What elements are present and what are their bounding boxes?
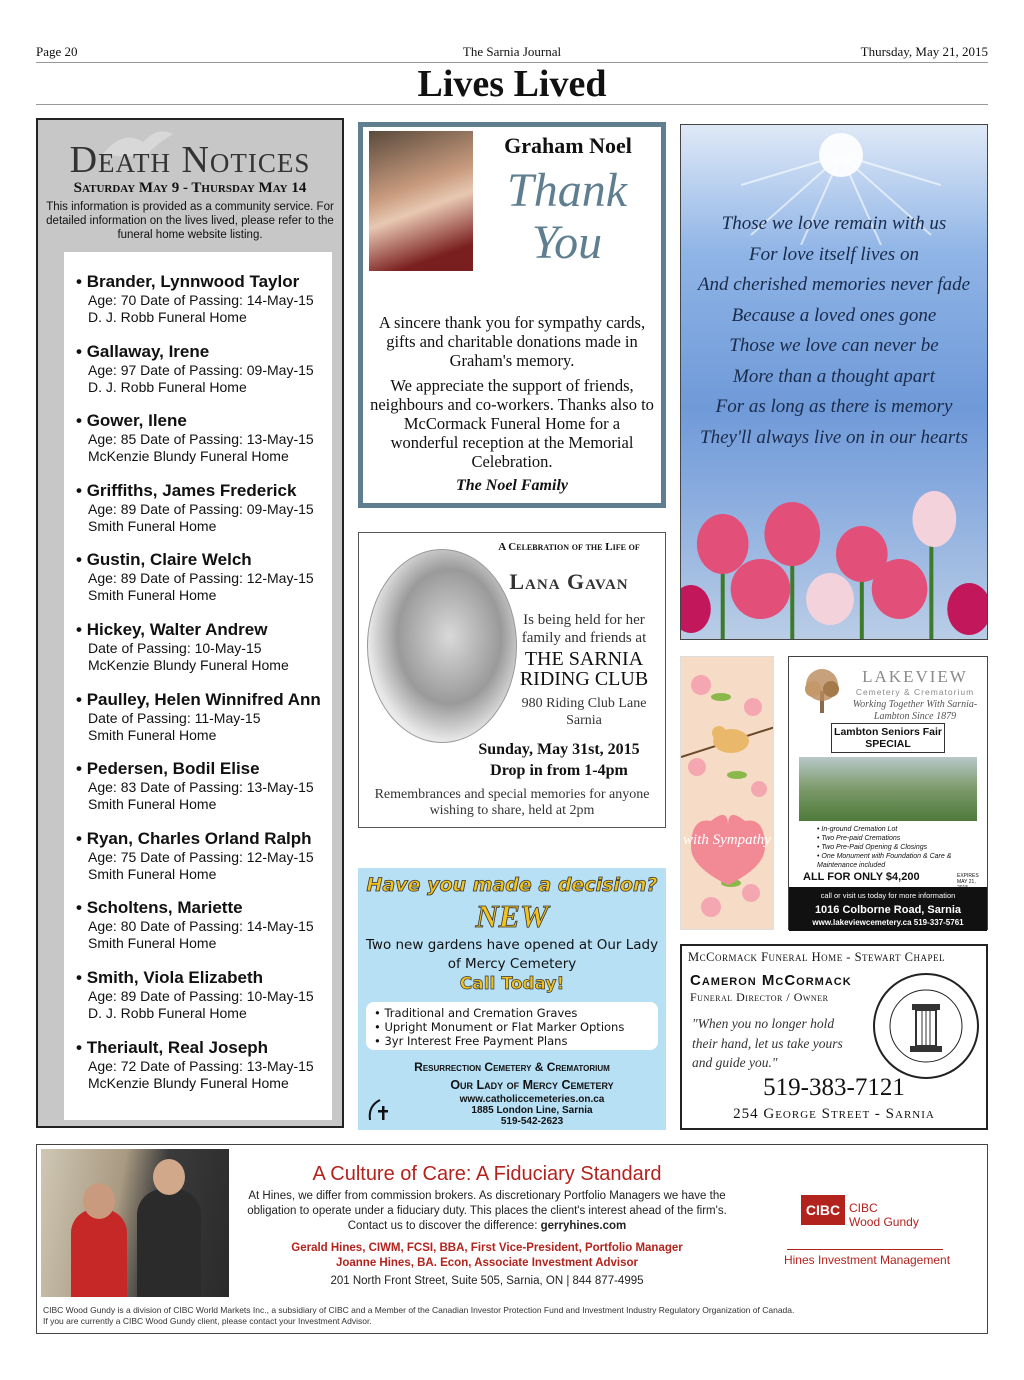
lakeview-address: 1016 Colborne Road, Sarnia (814, 904, 962, 916)
poem-line: Those we love remain with us (721, 213, 947, 234)
hines-investment-management: Hines Investment Management (783, 1253, 951, 1267)
notice-details: Age: 85 Date of Passing: 13-May-15 (88, 431, 314, 448)
section-title: Lives Lived (417, 63, 607, 105)
cibc-advisors (227, 1241, 747, 1271)
venue-city: Sarnia (566, 713, 602, 728)
cibc-disclaimer (43, 1305, 981, 1327)
notice-name: • Gallaway, Irene (76, 342, 332, 362)
lakeview-tagline: Working Together With Sarnia-Lambton Since 1879 (852, 699, 978, 722)
lana-gavan-name: Lana Gavan (509, 569, 629, 594)
cemetery-options (366, 1002, 658, 1050)
poem-line: For as long as there is memory (715, 396, 953, 417)
death-notices-list (64, 252, 332, 1120)
poem-line: More than a thought apart (733, 365, 935, 387)
venue-street: 980 Riding Club Lane (521, 696, 647, 711)
package-item: • Two Pre-Paid Opening & Closings (817, 843, 981, 852)
notice-entry (76, 898, 332, 968)
celebration-date (459, 739, 659, 781)
sympathy-text: with Sympathy (683, 832, 771, 848)
notice-details: Age: 75 Date of Passing: 12-May-15 (88, 848, 314, 865)
notice-entry (76, 272, 332, 342)
lakeview-subtitle: Cemetery & Crematorium (855, 687, 975, 697)
notice-name: • Griffiths, James Frederick (76, 481, 332, 501)
issue-date: Thursday, May 21, 2015 (860, 44, 988, 59)
disclaimer-line-1: CIBC Wood Gundy is a division of CIBC World Markets Inc., a subsidiary of CIBC and a Member of the Canadian Investor Protection Fund and Investment Industry Regulatory Organization of Canada. (43, 1305, 795, 1315)
cemetery-website: www.catholiccemeteries.on.ca (459, 1094, 605, 1105)
graham-noel-paragraph-1: A sincere thank you for sympathy cards, gifts and charitable donations made in Graham's memory. (378, 313, 646, 370)
lana-gavan-celebration (358, 532, 666, 828)
notice-details: Age: 70 Date of Passing: 14-May-15 (88, 292, 314, 308)
tulips-image (681, 489, 987, 639)
cibc-website: gerryhines.com (540, 1220, 627, 1232)
bird-flowers-image (681, 657, 774, 930)
celebration-day: Sunday, May 31st, 2015 (478, 741, 640, 758)
thank-you-script: Thank You (507, 164, 627, 269)
poem-line: Those we love can never be (729, 335, 939, 356)
notice-details: Date of Passing: 10-May-15 (88, 639, 262, 656)
cibc-wood-gundy-ad (36, 1144, 988, 1334)
celebration-heading: A Celebration of the Life of (498, 541, 640, 553)
poem-line: They'll always live on in our hearts (700, 426, 968, 448)
notice-funeral-home: Smith Funeral Home (88, 865, 217, 882)
notice-name: • Scholtens, Mariette (76, 898, 332, 918)
graham-noel-signature: The Noel Family (456, 477, 568, 494)
notice-funeral-home: D. J. Robb Funeral Home (88, 1004, 247, 1021)
package-item: • Two Pre-paid Cremations (817, 834, 981, 843)
notice-name: • Theriault, Real Joseph (76, 1038, 332, 1058)
graham-noel-photo (369, 131, 473, 271)
notice-funeral-home: McKenzie Blundy Funeral Home (88, 656, 289, 673)
cemetery-call-today: Call Today! (459, 974, 565, 994)
tree-icon (799, 665, 845, 715)
cemetery-option: • 3yr Interest Free Payment Plans (374, 1034, 650, 1048)
celebration-venue: THE SARNIA RIDING CLUB (519, 648, 649, 690)
section-rule (36, 104, 988, 105)
notice-funeral-home: Smith Funeral Home (88, 796, 217, 813)
notice-details: Age: 97 Date of Passing: 09-May-15 (88, 361, 314, 378)
notice-name: • Ryan, Charles Orland Ralph (76, 829, 332, 849)
lakeview-web: www.lakeviewcemetery.ca 519-337-5761 (812, 918, 964, 927)
notice-name: • Pedersen, Bodil Elise (76, 759, 332, 779)
notice-entry (76, 550, 332, 620)
celebration-held: Is being held for her family and friends at (521, 612, 647, 646)
mccormack-address: 254 George Street - Sarnia (733, 1106, 935, 1122)
package-item: • One Monument with Foundation & Care & Maintenance included (817, 852, 981, 870)
page-header (36, 44, 988, 62)
advisor-2: Joanne Hines, BA. Econ, Associate Investment Advisor (335, 1257, 639, 1269)
resurrection-cemetery: Resurrection Cemetery & Crematorium (414, 1060, 610, 1074)
mccormack-quote: "When you no longer hold their hand, let us take yours and guide you." (692, 1016, 843, 1070)
offer-expiry: EXPIRES MAY 21, (957, 873, 979, 885)
notice-details: Age: 89 Date of Passing: 12-May-15 (88, 570, 314, 587)
celebration-time: Drop in from 1-4pm (490, 762, 628, 779)
our-lady-of-mercy: Our Lady of Mercy Cemetery (450, 1078, 614, 1092)
page-number: Page 20 (36, 44, 78, 59)
cemetery-address: 1885 London Line, Sarnia (471, 1105, 593, 1116)
seniors-fair-label: Lambton Seniors Fair (834, 726, 942, 738)
lakeview-package (817, 825, 981, 870)
advisor-1: Gerald Hines, CIWM, FCSI, BBA, First Vice-President, Portfolio Manager (291, 1242, 683, 1254)
notice-name: • Paulley, Helen Winnifred Ann (76, 690, 332, 710)
director-role: Funeral Director / Owner (690, 990, 829, 1004)
notice-entry (76, 620, 332, 690)
notice-entry (76, 690, 332, 760)
notice-entry (76, 759, 332, 829)
cemetery-photo (799, 757, 977, 821)
graham-noel-paragraph-2: We appreciate the support of friends, neighbours and co-workers. Thanks also to McCormack Funeral Home for a wonderful reception at the Memorial Celebration. (370, 376, 654, 471)
cibc-headline: A Culture of Care: A Fiduciary Standard (312, 1163, 662, 1185)
graham-noel-message (369, 313, 655, 477)
notice-funeral-home: D. J. Robb Funeral Home (88, 309, 247, 325)
lakeview-call: call or visit us today for more information (820, 891, 956, 900)
notice-name: • Gower, Ilene (76, 411, 332, 431)
notice-funeral-home: McKenzie Blundy Funeral Home (88, 448, 289, 465)
cemetery-contact (398, 1094, 666, 1127)
celebration-remembrances: Remembrances and special memories for anyone wishing to share, held at 2pm (374, 787, 650, 818)
graham-noel-name: Graham Noel (504, 133, 632, 158)
cibc-contact-text: Contact us to discover the difference: (347, 1220, 541, 1232)
cemetery-new: NEW (475, 898, 549, 934)
poem-text (681, 209, 987, 453)
notice-name: • Hickey, Walter Andrew (76, 620, 332, 640)
notice-entry (76, 342, 332, 412)
sympathy-card (680, 656, 774, 930)
notice-funeral-home: Smith Funeral Home (88, 587, 217, 604)
notice-funeral-home: McKenzie Blundy Funeral Home (88, 1074, 289, 1091)
mccormack-heading: McCormack Funeral Home - Stewart Chapel (688, 950, 945, 964)
death-notices-title: Death Notices (69, 139, 311, 181)
lakeview-name: LAKEVIEW (862, 667, 968, 686)
cemetery-option: • Upright Monument or Flat Marker Options (374, 1020, 650, 1034)
director-name: Cameron McCormack (690, 972, 852, 989)
cibc-divider (787, 1249, 943, 1250)
notice-name: • Brander, Lynnwood Taylor (76, 272, 332, 292)
cibc-logo-icon: CIBC (801, 1195, 845, 1225)
notice-details: Age: 83 Date of Passing: 13-May-15 (88, 779, 314, 796)
cibc-body-text: At Hines, we differ from commission brokers. As discretionary Portfolio Managers we have the obligation to operate under a fiduciary duty. This places the client's interest ahead of the firm's. (247, 1190, 727, 1217)
notice-details: Age: 89 Date of Passing: 10-May-15 (88, 987, 314, 1004)
notice-funeral-home: Smith Funeral Home (88, 935, 217, 952)
cibc-address: 201 North Front Street, Suite 505, Sarnia, ON | 844 877-4995 (330, 1275, 644, 1287)
cemetery-phone: 519-542-2623 (500, 1116, 564, 1127)
seniors-fair-special (831, 723, 945, 753)
advisors-photo (41, 1149, 229, 1297)
column-seal-icon (870, 970, 982, 1082)
notice-entry (76, 829, 332, 899)
cibc-wordmark-2: Wood Gundy (849, 1215, 919, 1229)
cibc-wordmark-1: CIBC (849, 1201, 878, 1215)
memorial-poem (680, 124, 988, 640)
notice-details: Age: 89 Date of Passing: 09-May-15 (88, 500, 314, 517)
poem-line: And cherished memories never fade (697, 274, 971, 295)
notice-funeral-home: Smith Funeral Home (88, 517, 217, 534)
notice-entry (76, 481, 332, 551)
special-label: SPECIAL (865, 738, 911, 750)
notice-funeral-home: D. J. Robb Funeral Home (88, 378, 247, 395)
notice-name: • Smith, Viola Elizabeth (76, 968, 332, 988)
notice-details: Age: 80 Date of Passing: 14-May-15 (88, 918, 314, 935)
death-notices-info: This information is provided as a community service. For detailed information on the lives lived, please refer to the funeral home website listing. (46, 201, 334, 241)
celebration-address (509, 695, 659, 729)
mccormack-phone: 519-383-7121 (763, 1074, 905, 1101)
death-notices-range: Saturday May 9 - Thursday May 14 (73, 180, 307, 196)
cibc-body (227, 1189, 747, 1234)
newspaper-name: The Sarnia Journal (462, 44, 562, 59)
cemetery-gardens: Two new gardens have opened at Our Lady of Mercy Cemetery (365, 937, 659, 972)
notice-funeral-home: Smith Funeral Home (88, 726, 217, 743)
cibc-wood-gundy-wordmark (849, 1201, 919, 1229)
notice-name: • Gustin, Claire Welch (76, 550, 332, 570)
poem-line: Because a loved ones gone (731, 304, 937, 326)
notice-entry (76, 968, 332, 1038)
notice-entry (76, 411, 332, 481)
notice-details: Age: 72 Date of Passing: 13-May-15 (88, 1057, 314, 1074)
death-notices-panel (36, 118, 344, 1128)
mccormack-funeral-home-ad (680, 944, 988, 1130)
cemetery-option: • Traditional and Cremation Graves (374, 1006, 650, 1020)
poem-line: For love itself lives on (749, 243, 919, 265)
lakeview-contact-bar (789, 887, 987, 931)
notice-entry (76, 1038, 332, 1108)
package-item: • In-ground Cremation Lot (817, 825, 981, 834)
notice-details: Date of Passing: 11-May-15 (88, 709, 261, 726)
lakeview-price: ALL FOR ONLY $4,200 (803, 871, 920, 883)
lakeview-cemetery-ad (788, 656, 988, 930)
graham-noel-thank-you (358, 122, 666, 508)
dove-cross-icon (366, 1094, 396, 1124)
disclaimer-line-2: If you are currently a CIBC Wood Gundy client, please contact your Investment Advisor. (43, 1316, 372, 1326)
cemetery-question: Have you made a decision? (366, 874, 658, 896)
cemetery-ad (358, 868, 666, 1130)
